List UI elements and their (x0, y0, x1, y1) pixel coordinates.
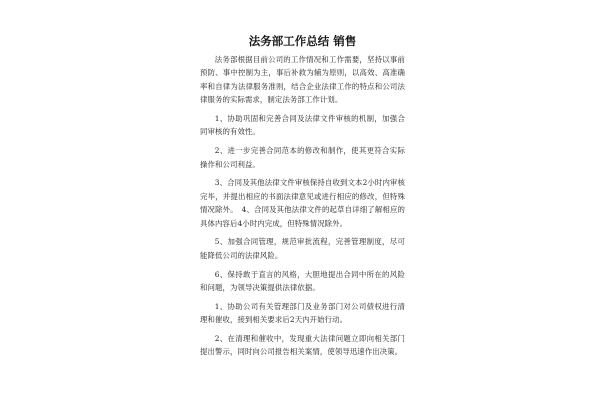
paragraph-item: 1、协助巩固和完善合同及法律文件审核的机制，加强合同审核的有效性。 (200, 114, 405, 137)
paragraph-item: 3、合同及其他法律文件审核保持自收到文本2小时内审核完毕，并提出相应的书面法律意见或进行相应的修改，但特殊情况除外。 4、合同及其他法律文件的起草自详细了解相应的具体内容后4小时内完成，但特殊情况除外。 (200, 178, 405, 228)
document-title: 法务部工作总结 销售 (248, 34, 357, 48)
paragraph-item: 2、进一步完善合同范本的修改和制作，使其更符合实际操作和公司利益。 (200, 146, 405, 169)
paragraph-item: 5、加强合同管理，规范审批流程，完善管理制度，尽可能降低公司的法律风险。 (200, 237, 405, 260)
document-body (200, 33, 405, 364)
paragraph-item: 1、协助公司有关管理部门及业务部门对公司债权进行清理和催收，接到相关要求后2天内开始行动。 (200, 301, 405, 325)
paragraph-item: 6、保持敢于直言的风格，大胆地提出合同中所在的风险和问题，为领导决策提供法律依据。 (200, 269, 405, 293)
paragraph-item: 2、在清理和催收中，发现重大法律问题立即向相关部门提出警示，同时向公司报告相关案情，使领导迅速作出决策。 (200, 334, 405, 357)
paragraph-intro: 法务部根据目前公司的工作情况和工作需要，坚持以事前预防、事中控制为主，事后补救为辅为原则，以高效、高准确率和自律为法律服务准则，结合企业法律工作的特点和公司法律服务的实际需求，制定法务部工作计划。 (200, 55, 405, 105)
